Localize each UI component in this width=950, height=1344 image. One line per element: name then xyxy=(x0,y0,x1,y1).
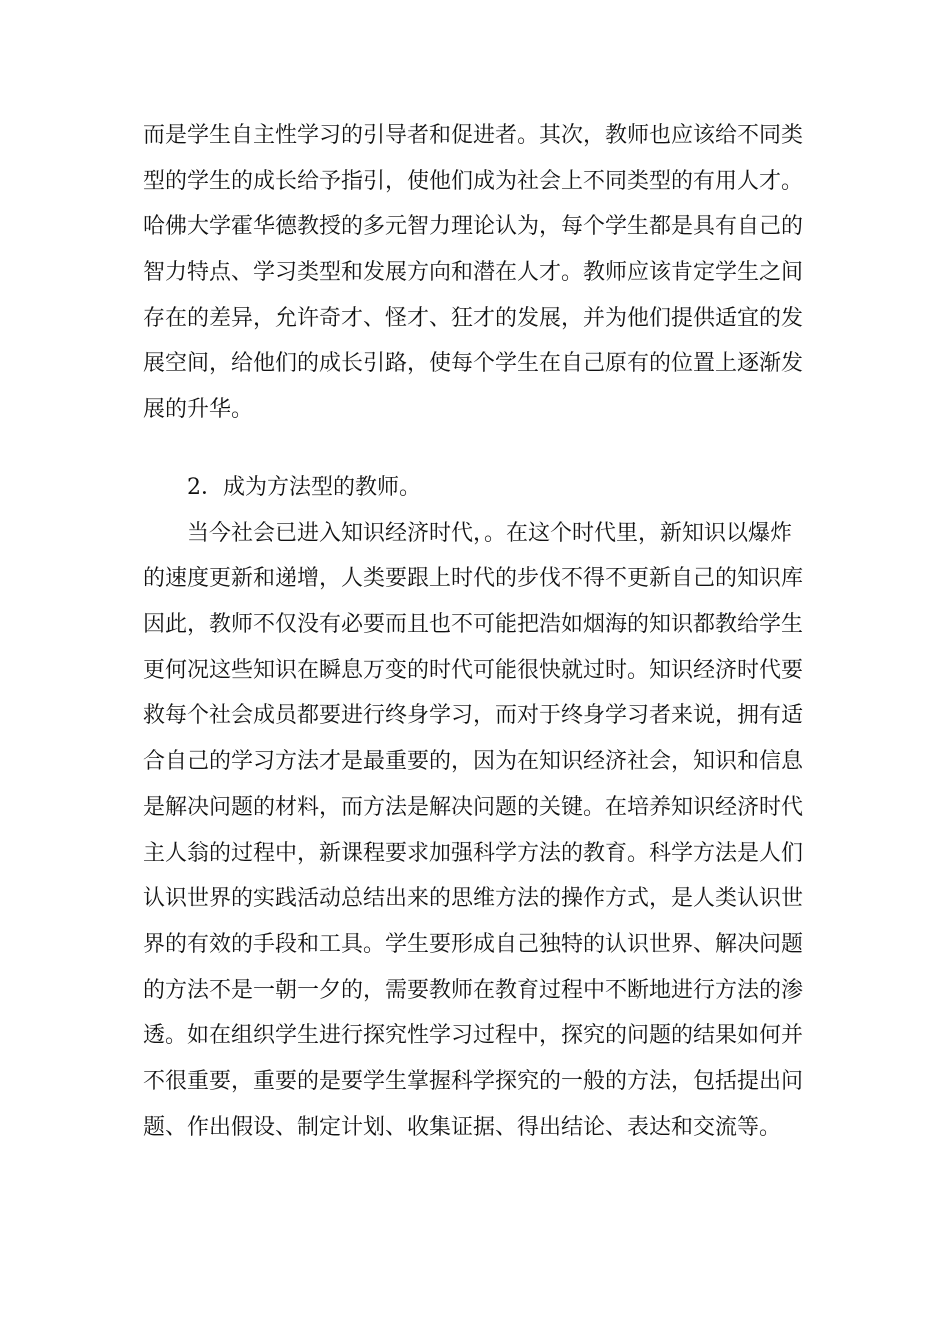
text-line: 认识世界的实践活动总结出来的思维方法的操作方式，是人类认识世 xyxy=(143,886,804,912)
text-line: 更何况这些知识在瞬息万变的时代可能很快就过时。知识经济时代要 xyxy=(143,657,804,683)
section-body xyxy=(143,465,823,1150)
text-line: 智力特点、学习类型和发展方向和潜在人才。教师应该肯定学生之间 xyxy=(143,260,804,286)
text-line: 不很重要，重要的是要学生掌握科学探究的一般的方法，包括提出问 xyxy=(143,1068,804,1094)
text-line: 题、作出假设、制定计划、收集证据、得出结论、表达和交流等。 xyxy=(143,1114,782,1140)
text-line: 的速度更新和递增，人类要跟上时代的步伐不得不更新自己的知识库 xyxy=(143,566,804,592)
text-line: 存在的差异，允许奇才、怪才、狂才的发展，并为他们提供适宜的发 xyxy=(143,305,804,331)
text-line: 型的学生的成长给予指引，使他们成为社会上不同类型的有用人才。 xyxy=(143,168,804,194)
text-line: 哈佛大学霍华德教授的多元智力理论认为，每个学生都是具有自己的 xyxy=(143,214,804,240)
text-line: 合自己的学习方法才是最重要的，因为在知识经济社会，知识和信息 xyxy=(143,749,804,775)
paragraph-continuation xyxy=(143,113,823,433)
text-line: 界的有效的手段和工具。学生要形成自己独特的认识世界、解决问题 xyxy=(143,931,804,957)
text-line: 透。如在组织学生进行探究性学习过程中，探究的问题的结果如何并 xyxy=(143,1023,804,1049)
text-line: 是解决问题的材料，而方法是解决问题的关键。在培养知识经济时代 xyxy=(143,794,804,820)
text-line: 而是学生自主性学习的引导者和促进者。其次，教师也应该给不同类 xyxy=(143,123,804,148)
text-line: 救每个社会成员都要进行终身学习，而对于终身学习者来说，拥有适 xyxy=(143,703,804,729)
text-line: 当今社会已进入知识经济时代，。在这个时代里，新知识以爆炸 xyxy=(187,520,793,546)
section-heading: 2．成为方法型的教师。 xyxy=(187,475,421,500)
text-line: 主人翁的过程中，新课程要求加强科学方法的教育。科学方法是人们 xyxy=(143,840,804,866)
text-line: 展的升华。 xyxy=(143,397,254,423)
text-line: 的方法不是一朝一夕的，需要教师在教育过程中不断地进行方法的渗 xyxy=(143,977,804,1003)
text-line: 因此，教师不仅没有必要而且也不可能把浩如烟海的知识都教给学生 xyxy=(143,612,804,638)
text-line: 展空间，给他们的成长引路，使每个学生在自己原有的位置上逐渐发 xyxy=(143,351,804,377)
